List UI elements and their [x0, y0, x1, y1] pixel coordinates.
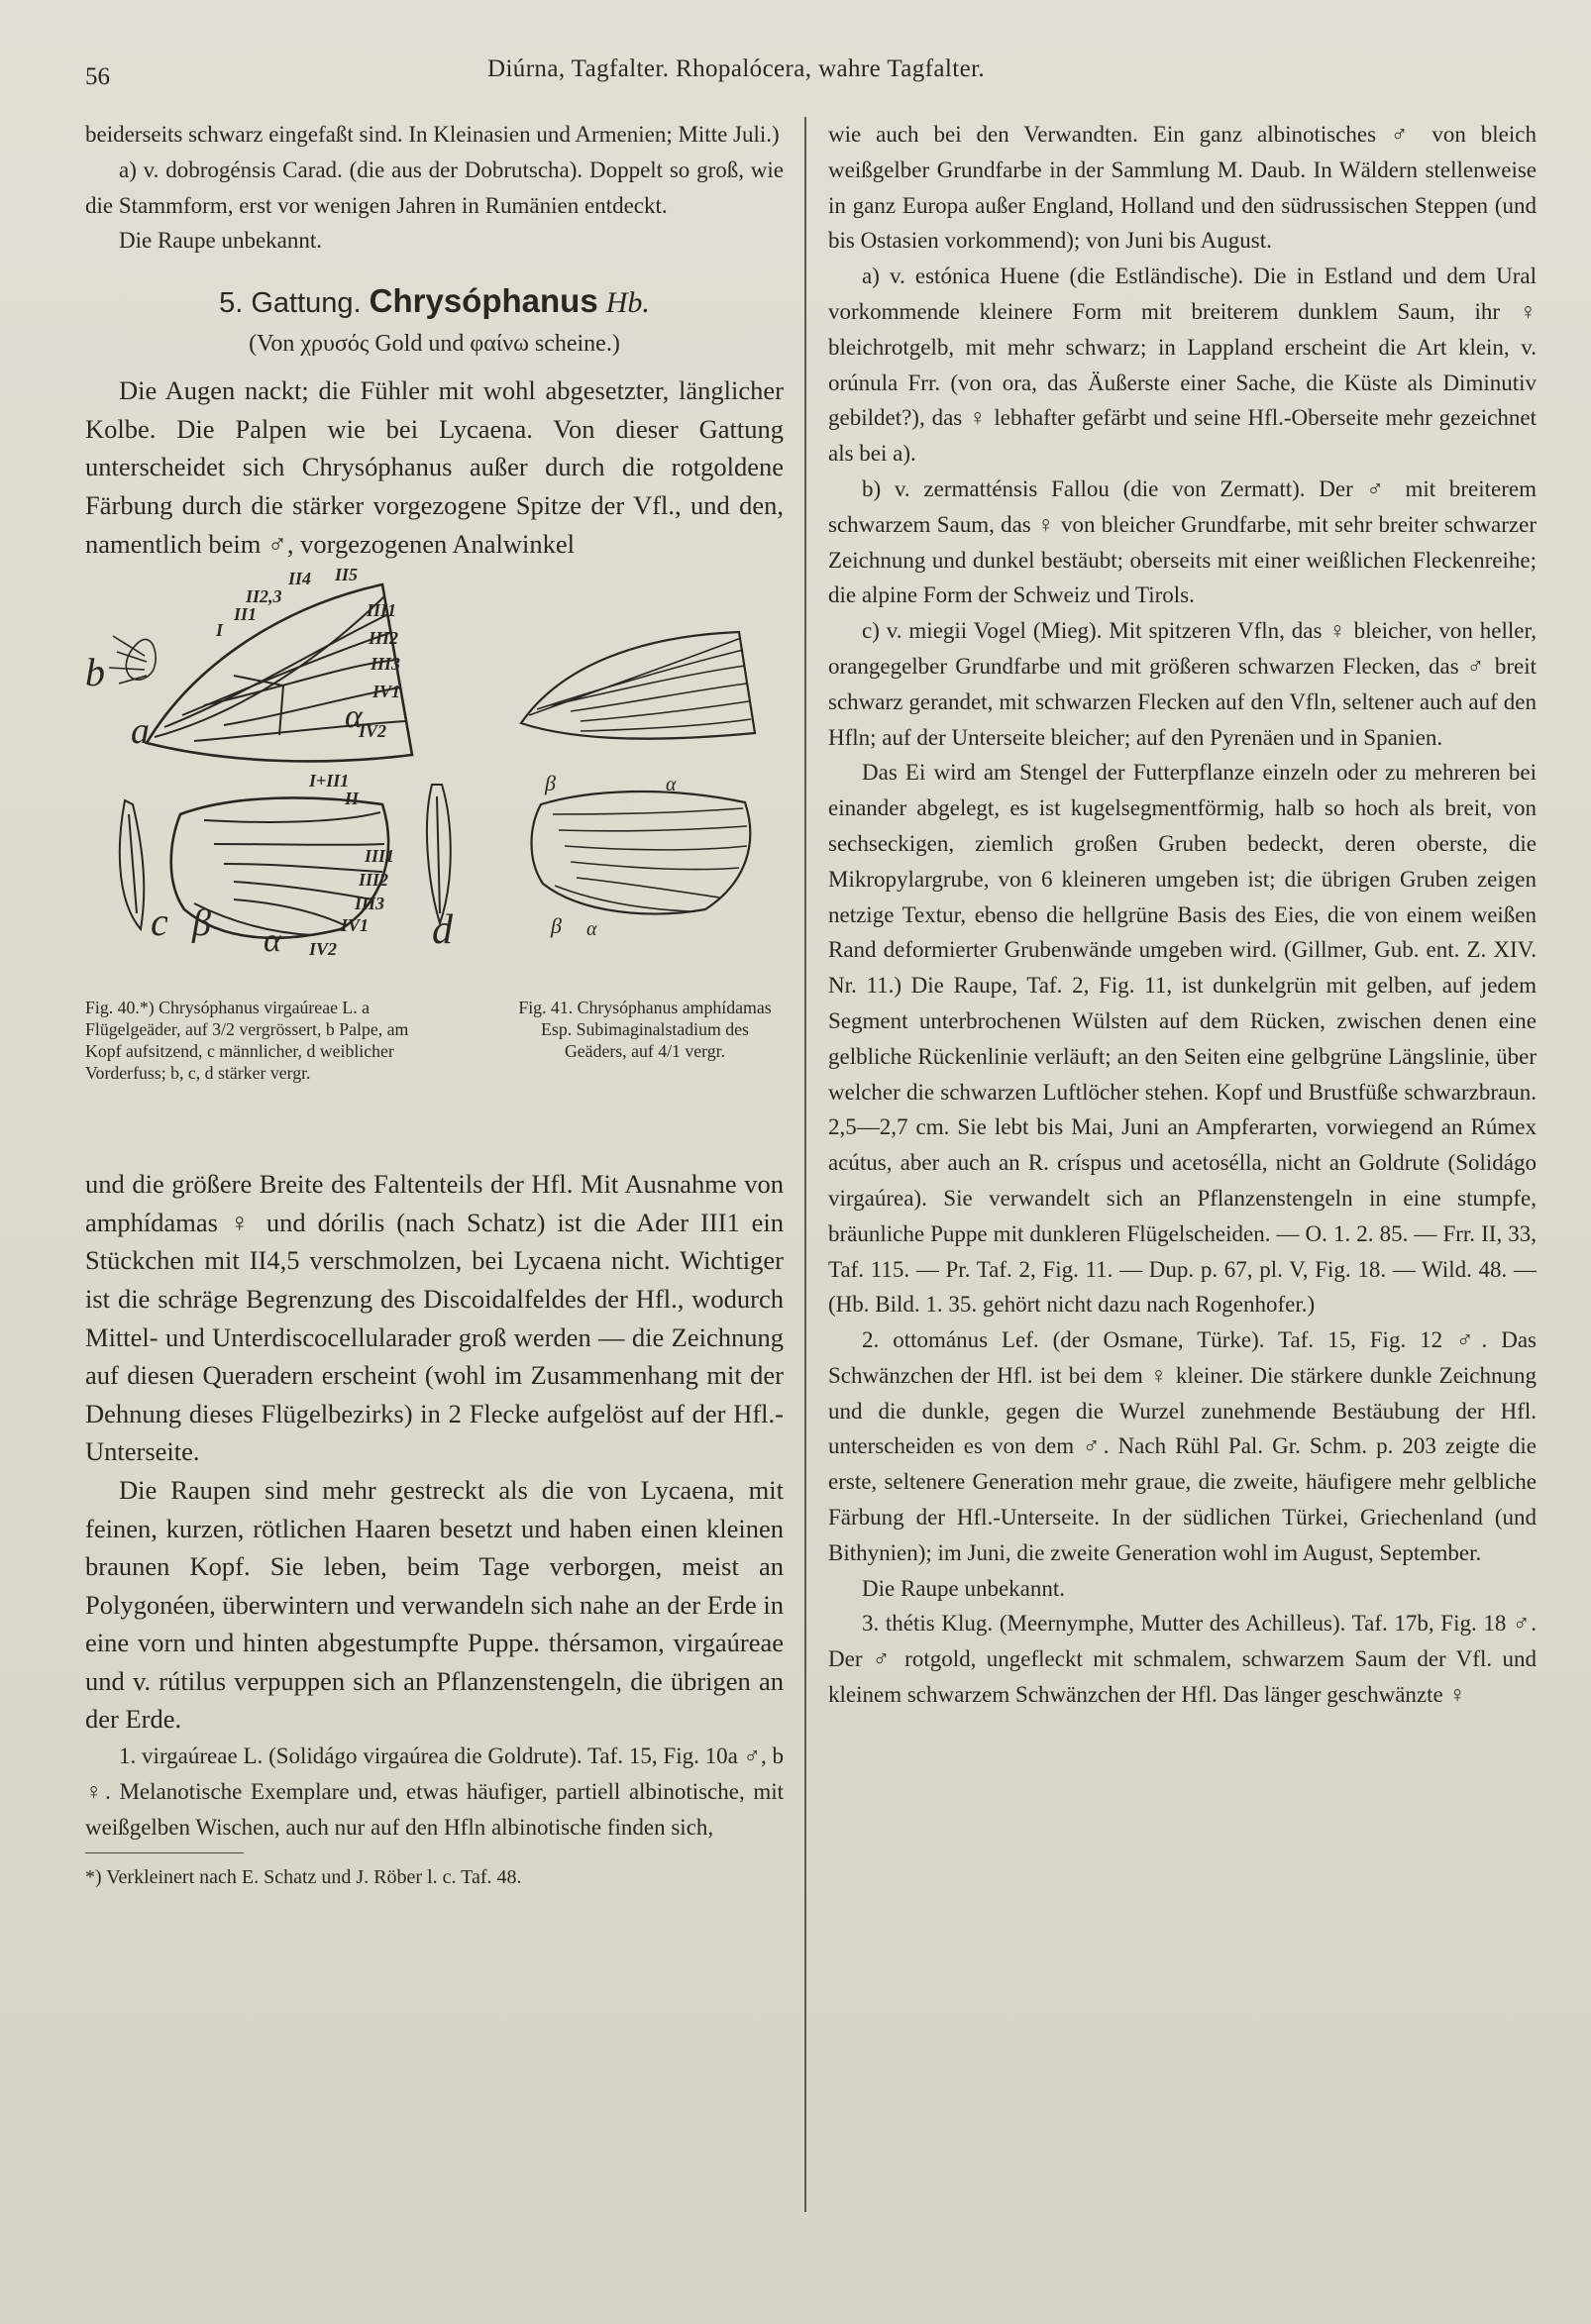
fig41-label-beta: β [545, 771, 556, 796]
vein-label: II5 [335, 567, 359, 585]
vein-label: III2 [359, 870, 389, 891]
paragraph-description: Die Augen nackt; die Fühler mit wohl abgesetzter, länglicher Kolbe. Die Palpen wie bei Lycaena. Von dieser Gattung unterscheidet sich Chrysóphanus außer durch die rotgoldene Färbung durch die stärker vorgezogene Spitze der Vfl., und den, namentlich beim ♂, vorgezogenen Analwinkel [85, 375, 784, 559]
vein-label: III3 [371, 654, 401, 675]
paragraph-raupe: Die Raupe unbekannt. [119, 228, 323, 254]
vein-label: III1 [367, 600, 397, 621]
paragraph-ottomanus: 2. ottománus Lef. (der Osmane, Türke). Taf. 15, Fig. 12 ♂. Das Schwänzchen der Hfl. ist bei dem ♀ kleiner. Die stärkere dunkle Zeichnung und die dunkle, gegen die Wurzel zunehmende Bestäubung der Hfl. unterscheiden es von dem ♂. Nach Rühl Pal. Gr. Schm. p. 203 zeigte die erste, seltenere Generation mehr graue, die zweite, häufigere mehr gelbliche Färbung der Hfl.-Unterseite. In der südlichen Türkei, Griechenland (und Bithynien); im Juni, die zweite Generation wohl im August, September. [828, 1327, 1537, 1565]
column-divider [804, 117, 806, 2212]
running-title: Diúrna, Tagfalter. Rhopalócera, wahre Tagfalter. [487, 55, 986, 82]
fig-label-alpha: α [264, 922, 281, 960]
vein-label: II4 [288, 569, 312, 589]
page-number: 56 [85, 63, 110, 90]
paragraph-venation: und die größere Breite des Faltenteils der Hfl. Mit Ausnahme von amphídamas ♀ und dórilis (nach Schatz) ist die Ader III1 ein Stückchen mit II4,5 verschmolzen, bei Lycaena nicht. Wichtiger ist die schräge Begrenzung des Discoidalfeldes der Hfl., wodurch Mittel- und Unterdiscocellularader groß werden — die Zeichnung auf diesen Queradern erscheint (wohl im Zusammenhang mit der Dehnung dieses Flügelbezirks) in 2 Flecke aufgelöst auf der Hfl.-Unterseite. [85, 1169, 784, 1467]
fig-label-a: a [131, 710, 150, 753]
genus-etymology: (Von χρυσός Gold und φαίνω scheine.) [249, 331, 620, 358]
paragraph-estonica: a) v. estónica Huene (die Estländische). Die in Estland und dem Ural vorkommende kleinere Form mit breiterem dunklem Saum, ihr ♀ bleichrotgelb, mit mehr schwarz; in Lappland erscheint die Art klein, v. orúnula Frr. (von ora, das Äußerste einer Sache, die Küste als Diminutiv gebildet?), das ♀ lebhafter gefärbt und seine Hfl.-Oberseite mehr gezeichnet als bei a). [828, 264, 1537, 467]
figure-40-caption: Fig. 40.*) Chrysóphanus virgaúreae L. a Flügelgeäder, auf 3/2 vergrössert, b Palpe, am Kopf aufsitzend, c männlicher, d weiblicher Vorderfuss; b, c, d stärker vergr. [85, 998, 409, 1084]
paragraph: beiderseits schwarz eingefaßt sind. In Kleinasien und Armenien; Mitte Juli.) [85, 122, 780, 147]
footnote-rule [85, 1852, 244, 1853]
paragraph-raupen: Die Raupen sind mehr gestreckt als die von Lycaena, mit feinen, kurzen, rötlichen Haaren besetzt und haben einen kleinen braunen Kopf. Sie leben, beim Tage verborgen, meist an Polygonéen, überwintern und verwandeln sich nahe an der Erde in eine vorn und hinten abgestumpfte Puppe. thérsamon, virgaúreae und v. rútilus verpuppen sich an Pflanzenstengeln, die übrigen an der Erde. [85, 1474, 784, 1735]
paragraph: wie auch bei den Verwandten. Ein ganz albinotisches ♂ von bleich weißgelber Grundfarbe in der Sammlung M. Daub. In Wäldern stellenweise in ganz Europa außer England, Holland und den südrussischen Steppen (und bis Ostasien vorkommend); von Juni bis August. [828, 122, 1537, 254]
right-column [828, 117, 1537, 1713]
vein-label: IV2 [309, 939, 338, 960]
fig-label-d: d [432, 907, 453, 954]
genus-number: 5. Gattung. [219, 287, 362, 320]
vein-label: II [345, 789, 360, 809]
paragraph-miegii: c) v. miegii Vogel (Mieg). Mit spitzeren Vfln, das ♀ bleicher, von heller, orangegelber Grundfarbe und mit größeren schwarzen Flecken, das ♂ breit schwarz gerandet, mit schwarzen Flecken auf den Vfln, seltener auch auf den Hfln; auf der Unterseite bleicher; auf den Pyrenäen und in Spanien. [828, 618, 1537, 750]
genus-name: Chrysóphanus [369, 282, 598, 320]
vein-label: II2,3 [246, 586, 282, 607]
paragraph-dobrogensis: a) v. dobrogénsis Carad. (die aus der Dobrutscha). Doppelt so groß, wie die Stammform, erst vor wenigen Jahren in Rumänien entdeckt. [85, 157, 784, 218]
footnote: *) Verkleinert nach E. Schatz und J. Röber l. c. Taf. 48. [85, 1866, 522, 1889]
vein-label: III2 [369, 628, 399, 649]
fig41-label-beta-hw: β [551, 913, 562, 939]
genus-heading [85, 282, 784, 320]
fig-label-alpha-fw: α [345, 698, 363, 736]
left-column [85, 117, 784, 1892]
figure-block [85, 567, 784, 1157]
fig41-label-alpha: α [666, 774, 677, 796]
paragraph-ei-raupe: Das Ei wird am Stengel der Futterpflanze einzeln oder zu mehreren bei einander abgelegt, es ist kugelsegmentförmig, halb so hoch als breit, von sechseckigen, ziemlich großen Gruben bedeckt, deren oberste, die Mikropylargrube, von 6 kleineren umgeben ist; die übrigen Gruben zeigen netzige Textur, ebenso die hellgrüne Basis des Eies, die von einem weißen Rand deformierter Grubenwände umgeben wird. (Gillmer, Gub. ent. Z. XIV. Nr. 11.) Die Raupe, Taf. 2, Fig. 11, ist dunkelgrün mit gelben, auf jedem Segment unterbrochenen Wülsten auf dem Rücken, zwischen denen eine gelbliche Rückenlinie verläuft; an den Seiten eine gelbgrüne Längslinie, über welcher die schwarzen Luftlöcher stehen. Kopf und Brustfüße schwarzbraun. 2,5—2,7 cm. Sie lebt bis Mai, Juni an Ampferarten, vorwiegend an Rúmex acútus, aber auch an R. críspus und acetosélla, nicht an Goldrute (Solidágo virgaúrea). Sie verwandelt sich an Pflanzenstengeln in eine stumpfe, bräunliche Puppe mit dunkleren Flügelscheiden. — O. 1. 2. 85. — Frr. II, 33, Taf. 115. — Pr. Taf. 2, Fig. 11. — Dup. p. 67, pl. V, Fig. 18. — Wild. 48. — (Hb. Bild. 1. 35. gehört nicht dazu nach Rogenhofer.) [828, 760, 1537, 1318]
vein-label: IV1 [372, 682, 401, 702]
paragraph-raupe-unbekannt: Die Raupe unbekannt. [862, 1575, 1066, 1601]
vein-label: IV1 [341, 915, 370, 936]
fig-label-beta: β [192, 902, 211, 945]
fig-label-b: b [85, 650, 105, 695]
figure-41-caption: Fig. 41. Chrysóphanus amphídamas Esp. Subimaginalstadium des Geäders, auf 4/1 vergr. [518, 998, 772, 1062]
vein-label: III3 [355, 894, 385, 914]
vein-label: I [216, 620, 224, 641]
vein-label: IV2 [359, 721, 387, 742]
paragraph-thetis: 3. thétis Klug. (Meernymphe, Mutter des Achilleus). Taf. 17b, Fig. 18 ♂. Der ♂ rotgold, ungefleckt mit schmalem, schwarzem Saum der Vfl. und kleinem schwarzem Schwänzchen der Hfl. Das länger geschwänzte ♀ [828, 1611, 1537, 1708]
running-head [85, 52, 1541, 91]
vein-label: III1 [365, 846, 395, 867]
vein-label: II1 [234, 604, 258, 625]
paragraph-virgaureae: 1. virgaúreae L. (Solidágo virgaúrea die Goldrute). Taf. 15, Fig. 10a ♂, b ♀. Melanotische Exemplare und, etwas häufiger, partiell albinotische, mit weißgelben Wischen, auch nur auf den Hfln albinotische finden sich, [85, 1743, 784, 1840]
genus-author: Hb. [605, 286, 650, 320]
paragraph-zermattensis: b) v. zermatténsis Fallou (die von Zermatt). Der ♂ mit breiterem schwarzem Saum, das ♀ von bleicher Grundfarbe, mit sehr breiter schwarzer Zeichnung und dunkel bestäubt; oberseits mit einer weißlichen Fleckenreihe; die alpine Form der Schweiz und Tirols. [828, 475, 1537, 608]
fig41-label-alpha-hw: α [586, 918, 597, 941]
vein-label: I+II1 [309, 771, 350, 792]
figure-labels [85, 567, 784, 993]
fig-label-c: c [151, 899, 168, 945]
